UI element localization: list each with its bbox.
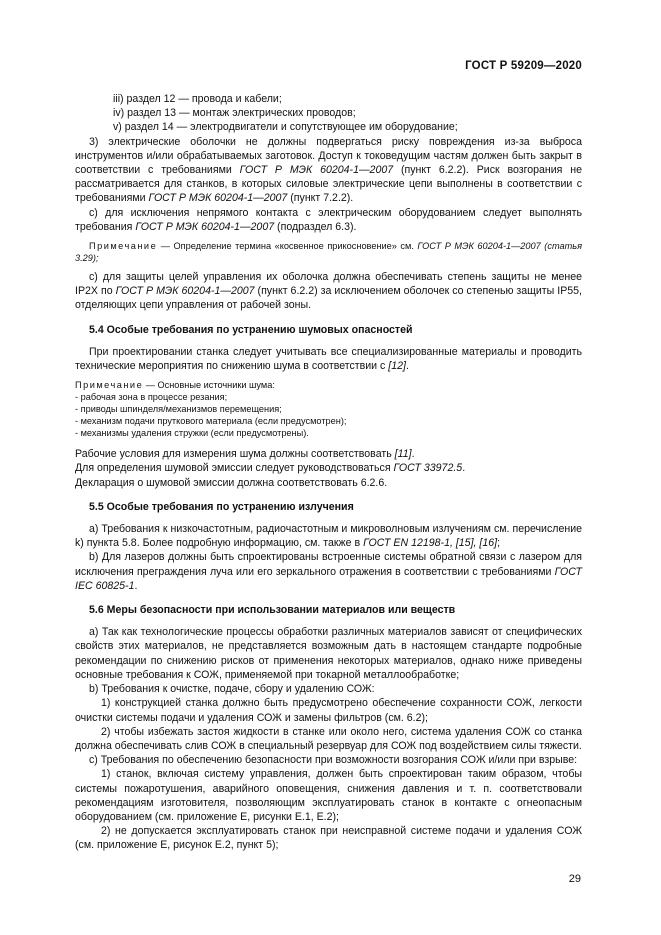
paragraph-coolant-b1: 1) конструкцией станка должно быть предусмотрено обеспечение сохранности СОЖ, легкости очистки системы подачи и удаления СОЖ и замены фильтров (см. 6.2); — [75, 697, 582, 724]
paragraph-fire-c2: 2) не допускается эксплуатировать станок при неисправной системе подачи и удаления СОЖ (см. приложение Е, рисунок Е.2, пункт 5); — [75, 825, 582, 852]
list-item: - механизм подачи пруткового материала (если предусмотрен); — [75, 416, 347, 427]
page-content — [75, 92, 582, 853]
paragraph-coolant-b: b) Требования к очистке, подаче, сбору и удалению СОЖ: — [89, 683, 375, 696]
list-item: iii) раздел 12 — провода и кабели; — [113, 93, 282, 105]
paragraph-fire-c: c) Требования по обеспечению безопасности при возможности возгорания СОЖ и/или при взрыве: — [89, 754, 578, 767]
section-heading-5-5: 5.5 Особые требования по устранению излучения — [89, 500, 354, 513]
paragraph-noise-declaration: Декларация о шумовой эмиссии должна соответствовать 6.2.6. — [75, 476, 388, 489]
list-item: - механизмы удаления стружки (если предусмотрены). — [75, 428, 309, 439]
paragraph-c-indirect-contact: c) для исключения непрямого контакта с электрическим оборудованием следует выполнять требования ГОСТ Р МЭК 60204-1—2007 (подраздел 6.3). — [75, 206, 582, 233]
paragraph-radiation-a: a) Требования к низкочастотным, радиочастотным и микроволновым излучениям см. перечисление k) пункта 5.8. Более подробную информацию, см. также в ГОСТ EN 12198-1, [15], [16]; — [75, 523, 582, 550]
paragraph-c-control-circuits: c) для защиты целей управления их оболочка должна обеспечивать степень защиты не менее IP2X по ГОСТ Р МЭК 60204-1—2007 (пункт 6.2.2) за исключением оболочек со степенью защиты IP55, отделяющих цепи управления от рабочей зоны. — [75, 271, 582, 312]
list-item: iv) раздел 13 — монтаж электрических проводов; — [113, 107, 356, 120]
paragraph-noise-design: При проектировании станка следует учитывать все специализированные материалы и проводить технические мероприятия по снижению шума в соответствии с [12]. — [75, 345, 582, 373]
paragraph-noise-emission: Для определения шумовой эмиссии следует руководствоваться ГОСТ 33972.5. — [75, 462, 466, 475]
list-item: v) раздел 14 — электродвигатели и сопутствующее им оборудование; — [113, 121, 458, 134]
note-indirect-contact: Примечание — Определение термина «косвенное прикосновение» см. ГОСТ Р МЭК 60204-1—2007 (статья 3.29); — [75, 241, 582, 264]
section-heading-5-4: 5.4 Особые требования по устранению шумовых опасностей — [89, 323, 413, 336]
paragraph-radiation-b: b) Для лазеров должны быть спроектированы встроенные системы обратной связи с лазером для исключения преграждения луча или его зеркального отражения в соответствии с требованиями ГОСТ IEC 60825-1. — [75, 551, 582, 592]
standard-code: ГОСТ Р 59209—2020 — [465, 60, 582, 72]
note-noise-sources: Примечание — Основные источники шума: — [75, 380, 275, 391]
section-heading-5-6: 5.6 Меры безопасности при использовании материалов или веществ — [89, 604, 456, 617]
paragraph-materials-a: a) Так как технологические процессы обработки различных материалов зависят от специфических свойств этих материалов, не представляется возможным дать в настоящем стандарте подробные рекомендации по снижению рисков от применения некоторых материалов, однако ниже приведены основные требования к СОЖ, применяемой при токарной металлообработке; — [75, 626, 582, 681]
paragraph-item-3: 3) электрические оболочки не должны подвергаться риску повреждения из-за выброса инструментов и/или обрабатываемых заготовок. Доступ к токоведущим частям должен быть закрыт в соответствии с требованиями ГОСТ Р МЭК 60204-1—2007 (пункт 6.2.2). Риск возгорания не рассматривается для станков, в которых силовые электрические цепи выполнены в соответствии с требованиями ГОСТ Р МЭК 60204-1—2007 (пункт 7.2.2). — [75, 135, 583, 205]
list-item: - рабочая зона в процессе резания; — [75, 392, 228, 403]
list-item: - приводы шпинделя/механизмов перемещения; — [75, 404, 282, 415]
page-number: 29 — [568, 873, 581, 885]
paragraph-fire-c1: 1) станок, включая систему управления, должен быть спроектирован таким образом, чтобы системы пожаротушения, аварийного оповещения, снижения давления и т. п. соответствовали рекомендациям изготовителя, позволяющим эксплуатировать станок в контакте с огнеопасным оборудованием (см. приложение Е, рисунки Е.1, Е.2); — [75, 768, 582, 823]
paragraph-noise-conditions: Рабочие условия для измерения шума должны соответствовать [11]. — [75, 448, 415, 461]
paragraph-coolant-b2: 2) чтобы избежать застоя жидкости в станке или около него, система удаления СОЖ со станка должна обеспечивать слив СОЖ в специальный резервуар для СОЖ под воздействием силы тяжести. — [75, 725, 582, 752]
